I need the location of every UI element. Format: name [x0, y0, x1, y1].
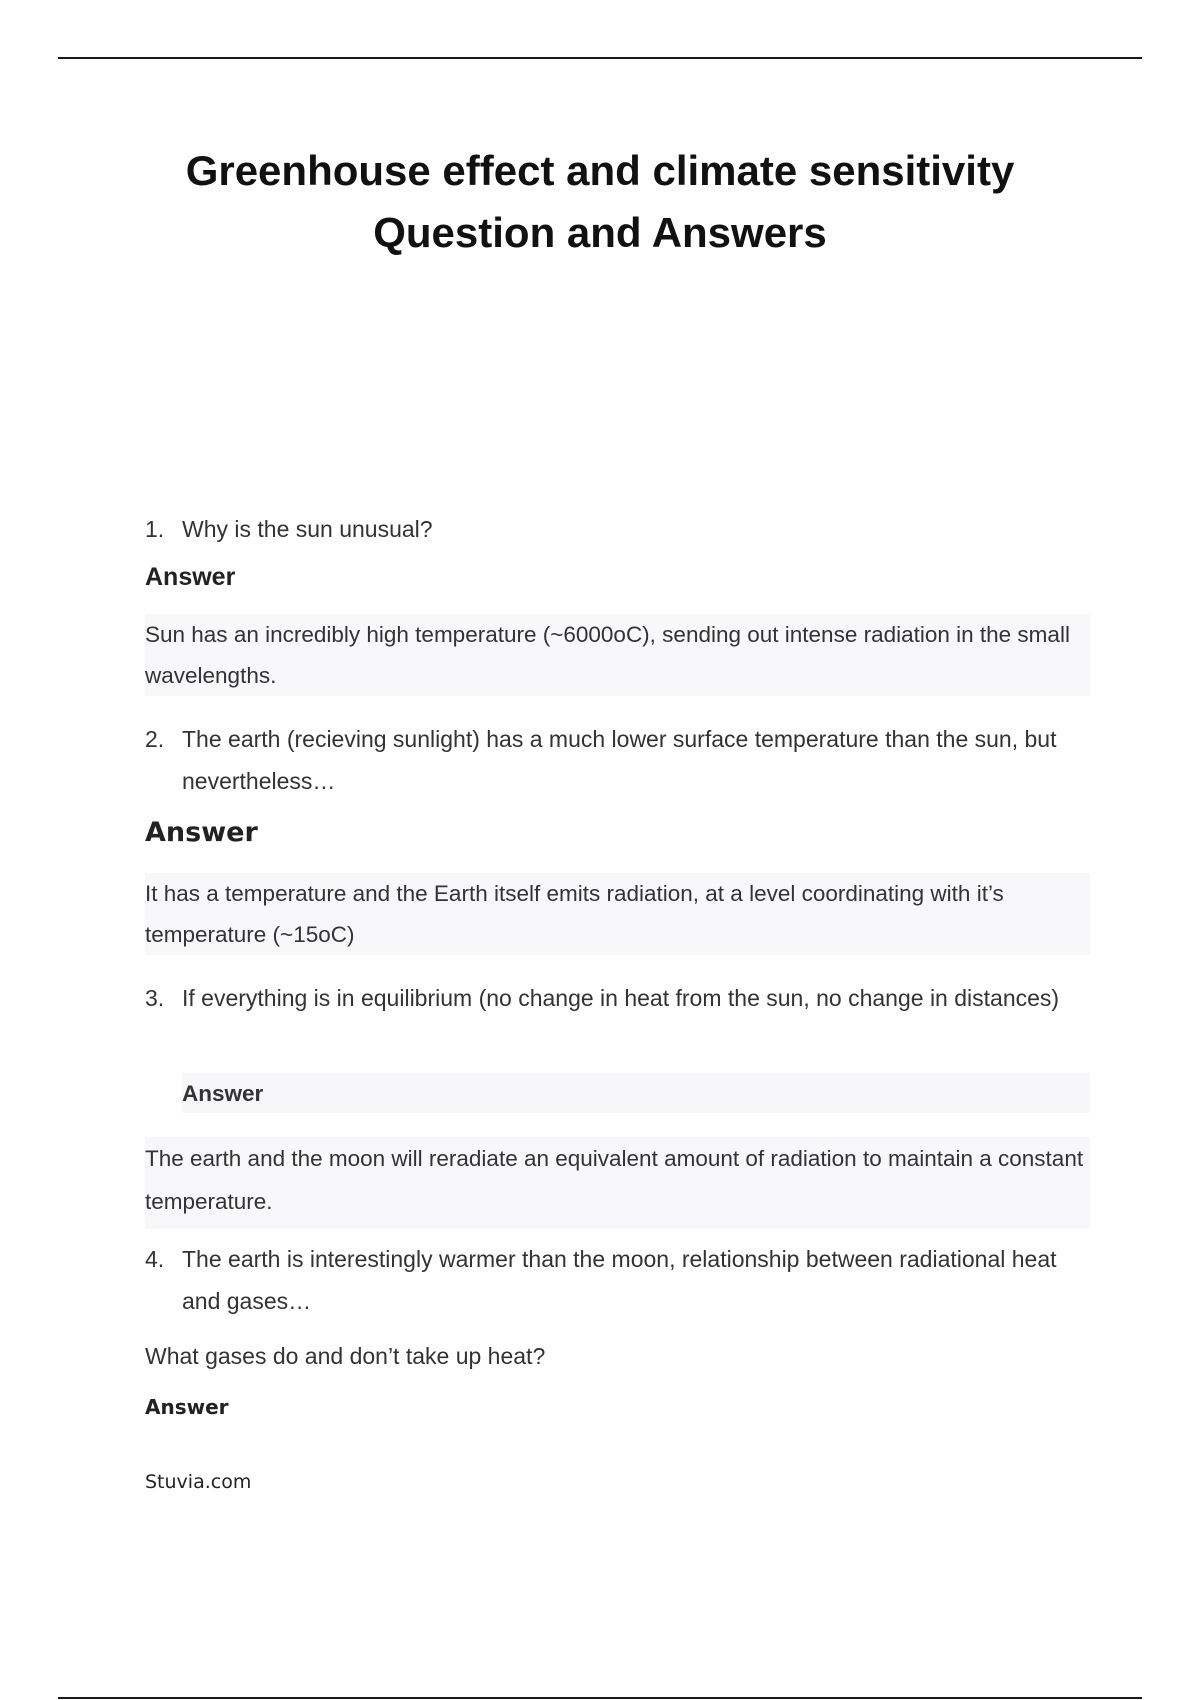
answer-2: It has a temperature and the Earth itself emits radiation, at a level coordinating with it’s temperature (~15oC) — [145, 873, 1090, 955]
question-3 — [145, 977, 1075, 1019]
footer-rule — [58, 1697, 1142, 1699]
question-1 — [145, 508, 1075, 550]
answer-label-3: Answer — [182, 1073, 1090, 1113]
header-rule — [58, 57, 1142, 59]
subquestion-4: What gases do and don’t take up heat? — [145, 1343, 546, 1369]
question-text: The earth is interestingly warmer than the moon, relationship between radiational heat and gases… — [182, 1246, 1057, 1314]
question-number: 1. — [145, 516, 165, 542]
question-number: 4. — [145, 1246, 165, 1272]
title-line-1: Greenhouse effect and climate sensitivity — [185, 147, 1015, 194]
document-title — [100, 140, 1100, 264]
question-text: Why is the sun unusual? — [182, 516, 433, 542]
title-line-2: Question and Answers — [373, 209, 827, 256]
answer-label-2: Answer — [145, 817, 258, 848]
question-2 — [145, 718, 1075, 802]
question-text: If everything is in equilibrium (no change in heat from the sun, no change in distances) — [182, 985, 1060, 1011]
question-text: The earth (recieving sunlight) has a much lower surface temperature than the sun, but nevertheless… — [182, 726, 1057, 794]
answer-label-1: Answer — [145, 563, 236, 591]
answer-1: Sun has an incredibly high temperature (~6000oC), sending out intense radiation in the small wavelengths. — [145, 614, 1090, 696]
answer-3: The earth and the moon will reradiate an equivalent amount of radiation to maintain a constant temperature. — [145, 1137, 1090, 1229]
question-number: 2. — [145, 726, 165, 752]
question-number: 3. — [145, 985, 165, 1011]
question-4 — [145, 1238, 1075, 1322]
answer-label-4: Answer — [145, 1395, 229, 1419]
footer-source: Stuvia.com — [145, 1471, 252, 1493]
